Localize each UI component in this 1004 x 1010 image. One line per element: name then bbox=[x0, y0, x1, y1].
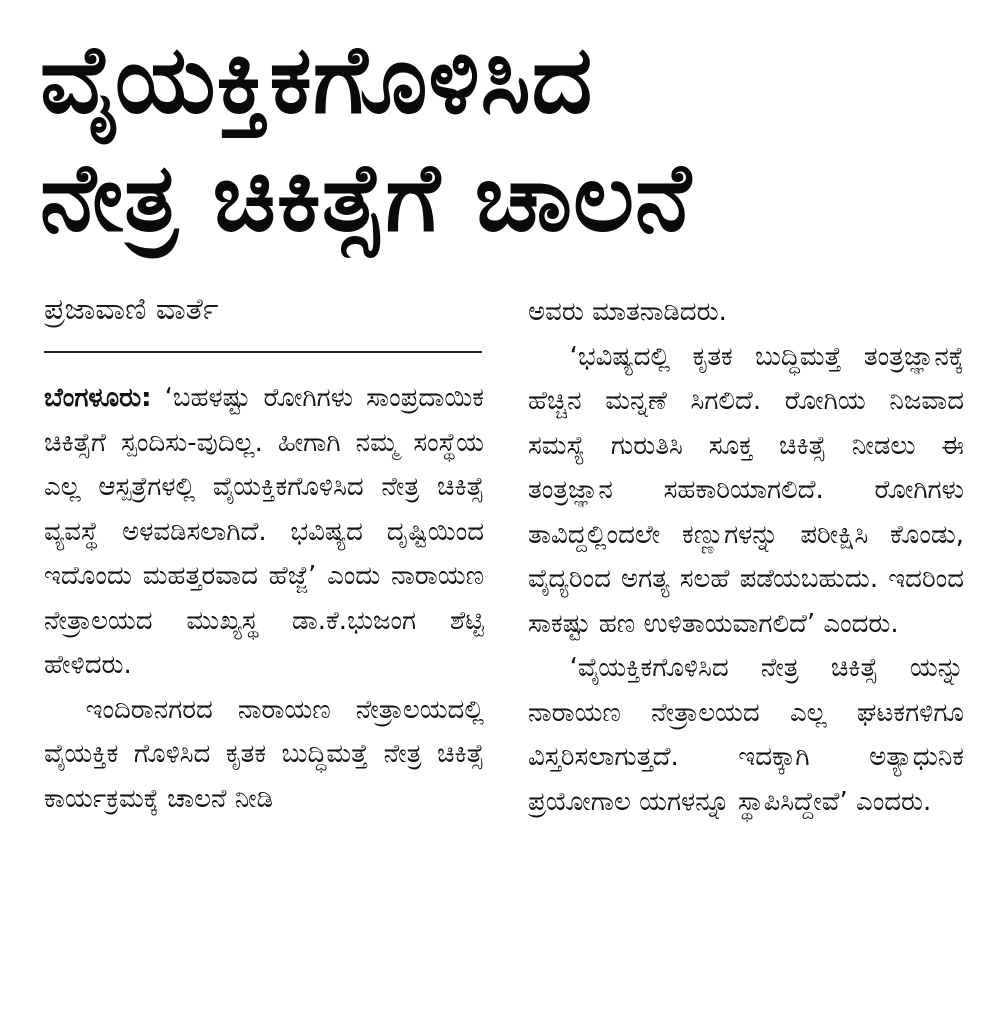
article-column-left bbox=[44, 376, 484, 821]
article-column-right bbox=[528, 290, 964, 824]
article-paragraph-4: ‘ವೈಯಕ್ತಿಕಗೊಳಿಸಿದ ನೇತ್ರ ಚಿಕಿತ್ಸೆ ಯನ್ನು ನಾರಾಯಣ ನೇತ್ರಾಲಯದ ಎಲ್ಲ ಘಟಕಗಳಿಗೂ ವಿಸ್ತರಿಸಲಾಗುತ್ತದೆ. ಇದಕ್ಕಾಗಿ ಅತ್ಯಾಧುನಿಕ ಪ್ರಯೋಗಾಲ ಯಗಳನ್ನೂ ಸ್ಥಾಪಿಸಿದ್ದೇವೆ’ ಎಂದರು. bbox=[528, 653, 964, 817]
article-paragraph-3: ‘ಭವಿಷ್ಯದಲ್ಲಿ ಕೃತಕ ಬುದ್ಧಿಮತ್ತೆ ತಂತ್ರಜ್ಞಾನಕ್ಕೆ ಹೆಚ್ಚಿನ ಮನ್ನಣೆ ಸಿಗಲಿದೆ. ರೋಗಿಯ ನಿಜವಾದ ಸಮಸ್ಯೆ ಗುರುತಿಸಿ ಸೂಕ್ತ ಚಿಕಿತ್ಸೆ ನೀಡಲು ಈ ತಂತ್ರಜ್ಞಾನ ಸಹಕಾರಿಯಾಗಲಿದೆ. ರೋಗಿಗಳು ತಾವಿದ್ದಲ್ಲಿಂದಲೇ ಕಣ್ಣುಗಳನ್ನು ಪರೀಕ್ಷಿಸಿ ಕೊಂಡು, ವೈದ್ಯರಿಂದ ಅಗತ್ಯ ಸಲಹೆ ಪಡೆಯಬಹುದು. ಇದರಿಂದ ಸಾಕಷ್ಟು ಹಣ ಉಳಿತಾಯವಾಗಲಿದೆ’ ಎಂದರು. bbox=[528, 341, 964, 639]
paragraph-1-text: ‘ಬಹಳಷ್ಟು ರೋಗಿಗಳು ಸಾಂಪ್ರದಾಯಿಕ ಚಿಕಿತ್ಸೆಗೆ ಸ್ಪಂದಿಸು-ವುದಿಲ್ಲ. ಹೀಗಾಗಿ ನಮ್ಮ ಸಂಸ್ಥೆಯ ಎಲ್ಲ ಆಸ್ಪತ್ರೆಗಳಲ್ಲಿ ವೈಯಕ್ತಿಕಗೊಳಿಸಿದ ನೇತ್ರ ಚಿಕಿತ್ಸೆ ವ್ಯವಸ್ಥೆ ಅಳವಡಿಸಲಾಗಿದೆ. ಭವಿಷ್ಯದ ದೃಷ್ಟಿಯಿಂದ ಇದೊಂದು ಮಹತ್ತರವಾದ ಹೆಜ್ಜೆ’ ಎಂದು ನಾರಾಯಣ ನೇತ್ರಾಲಯದ ಮುಖ್ಯಸ್ಥ ಡಾ.ಕೆ.ಭುಜಂಗ ಶೆಟ್ಟಿ ಹೇಳಿದರು. bbox=[44, 383, 485, 680]
headline-line-2: ನೇತ್ರ ಚಿಕಿತ್ಸೆಗೆ ಚಾಲನೆ bbox=[40, 144, 693, 253]
article-paragraph-2: ಇಂದಿರಾನಗರದ ನಾರಾಯಣ ನೇತ್ರಾಲಯದಲ್ಲಿ ವೈಯಕ್ತಿಕ ಗೊಳಿಸಿದ ಕೃತಕ ಬುದ್ಧಿಮತ್ತೆ ನೇತ್ರ ಚಿಕಿತ್ಸೆ ಕಾರ್ಯಕ್ರಮಕ್ಕೆ ಚಾಲನೆ ನೀಡಿ bbox=[44, 694, 484, 814]
byline: ಪ್ರಜಾವಾಣಿ ವಾರ್ತೆ bbox=[44, 292, 219, 327]
headline-line-1: ವೈಯಕ್ತಿಕಗೊಳಿಸಿದ bbox=[40, 26, 594, 135]
headline bbox=[40, 22, 980, 258]
byline-divider bbox=[44, 351, 482, 353]
dateline: ಬೆಂಗಳೂರು: bbox=[44, 383, 152, 413]
article-paragraph-2-continued: ಅವರು ಮಾತನಾಡಿದರು. bbox=[528, 297, 727, 327]
article-paragraph-1 bbox=[44, 376, 484, 688]
